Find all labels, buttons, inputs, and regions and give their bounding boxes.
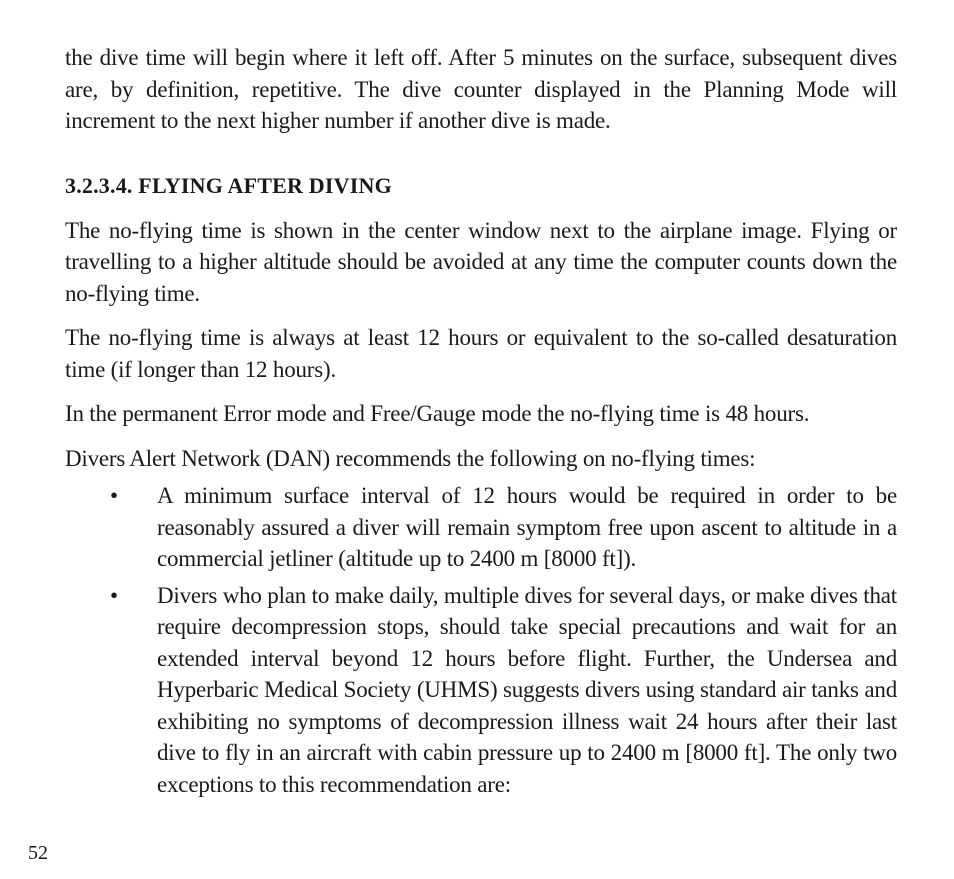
page-number: 52 (28, 842, 48, 864)
no-flying-minimum-paragraph: The no-flying time is always at least 12 hours or equivalent to the so-called desaturation time (if longer than 12 hours). (65, 325, 897, 382)
list-item (65, 580, 897, 801)
recommendation-list (65, 480, 897, 800)
bullet-icon: • (110, 582, 118, 608)
list-item-text: Divers who plan to make daily, multiple dives for several days, or make dives that require decompression stops, should take special precautions and wait for an extended interval beyond 12 hours before flight. Further, the Undersea and Hyperbaric Medical Society (UHMS) suggests divers using standard air tanks and exhibiting no symptoms of decompression illness wait 24 hours after their last dive to fly in an aircraft with cabin pressure up to 2400 m [8000 ft]. The only two exceptions to this recommendation are: (157, 582, 897, 797)
no-flying-display-paragraph: The no-flying time is shown in the center window next to the airplane image. Flying or travelling to a higher altitude should be avoided at any time the computer counts down the no-flying time. (65, 217, 897, 306)
section-heading: 3.2.3.4. FLYING AFTER DIVING (65, 172, 392, 198)
intro-paragraph: the dive time will begin where it left off. After 5 minutes on the surface, subsequent dives are, by definition, repetitive. The dive counter displayed in the Planning Mode will increment to the next higher number if another dive is made. (65, 45, 897, 133)
page-content (65, 42, 897, 805)
error-mode-paragraph: In the permanent Error mode and Free/Gauge mode the no-flying time is 48 hours. (65, 401, 810, 426)
bullet-icon: • (110, 483, 118, 508)
dan-recommendation-paragraph: Divers Alert Network (DAN) recommends the following on no-flying times: (65, 445, 756, 471)
list-item-text: A minimum surface interval of 12 hours would be required in order to be reasonably assured a diver will remain symptom free upon ascent to altitude in a commercial jetliner (altitude up to 2400 m [8000 ft]). (157, 483, 897, 571)
list-item (65, 480, 897, 575)
